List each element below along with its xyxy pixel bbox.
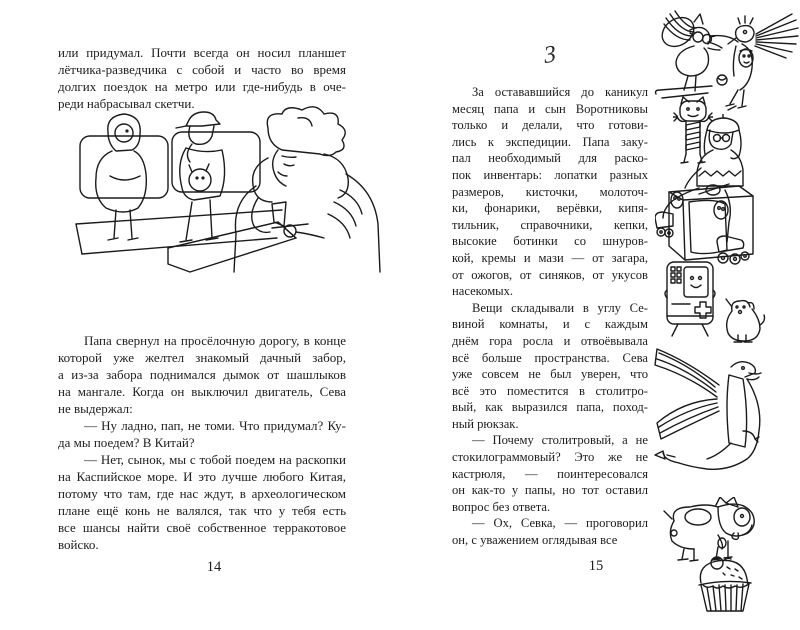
- page-number-left: 14: [206, 559, 222, 575]
- rollerskater-on-box-doodle: [655, 114, 775, 279]
- scarf-creature-doodle: [653, 335, 771, 480]
- left-text-top: [58, 44, 346, 112]
- dialogue-paragraph: — Нет, сынок, мы с тобой поедем на раскопки на Каспийское море. И это лучше любого Китая, потому что там, где нас ждут, в археологическом плане ещё конь не валялся, так что у тебя есть все шансы найти своё собственное терракотовое войско.: [58, 452, 346, 552]
- metro-sketching-illustration: [72, 106, 390, 274]
- dialogue-paragraph: — Ну ладно, пап, не томи. Что придумал? Ку- да мы поедем? В Китай?: [58, 418, 346, 450]
- left-text-bottom: [58, 332, 346, 553]
- dialogue-paragraph: — Ох, Севка, — проговорил он, с уважением оглядывая все: [452, 516, 648, 548]
- paragraph: За остававшийся до каникул месяц папа и сын Воротниковы только и делали, что готови- лись к экспедиции. Папа заку- пал необходимый для раско- пок инвентарь: лопатки разных размеров, кисточки, молоточ- ки, фонарики, верёвки, кипя- тильник, справочники, кепки, высокие ботинки со шнуров- кой, кремы и мази — от загара, от ожогов, от синяков, от укусов насекомых.: [452, 85, 648, 299]
- paragraph: Вещи складывали в углу Се- виной комнаты, и с каждым днём гора росла и отвоёвывала всё больше пространства. Сева уже совсем не был уверен, что всё это поместится в столитро- вый, как выразился папа, поход- ный рюкзак.: [452, 300, 648, 431]
- dialogue-paragraph: — Почему столитровый, а не стокилограммовый? Это же не кастрюля, — поинтересовался он как-то у папы, но тот оставил вопрос без ответа.: [452, 433, 648, 514]
- chapter-number-mark: 3: [542, 40, 558, 70]
- right-text-column: [452, 84, 648, 549]
- page-number-right: 15: [588, 558, 604, 574]
- paragraph: или придумал. Почти всегда он носил планшет лётчика-разведчика с собой и часто во время долгих поездок на метро или где-нибудь в оче- реди набрасывал скетчи.: [58, 45, 346, 111]
- retro-computer-doodle: [664, 260, 718, 338]
- page-right: [400, 0, 800, 630]
- paragraph: Папа свернул на просёлочную дорогу, в конце которой уже желтел знакомый дачный забор, а из-за забора поднимался дымок от шашлыков на мангале. Когда он выключил двигатель, Сева не выдержал:: [58, 333, 346, 416]
- cupcake-doodle: [691, 553, 759, 617]
